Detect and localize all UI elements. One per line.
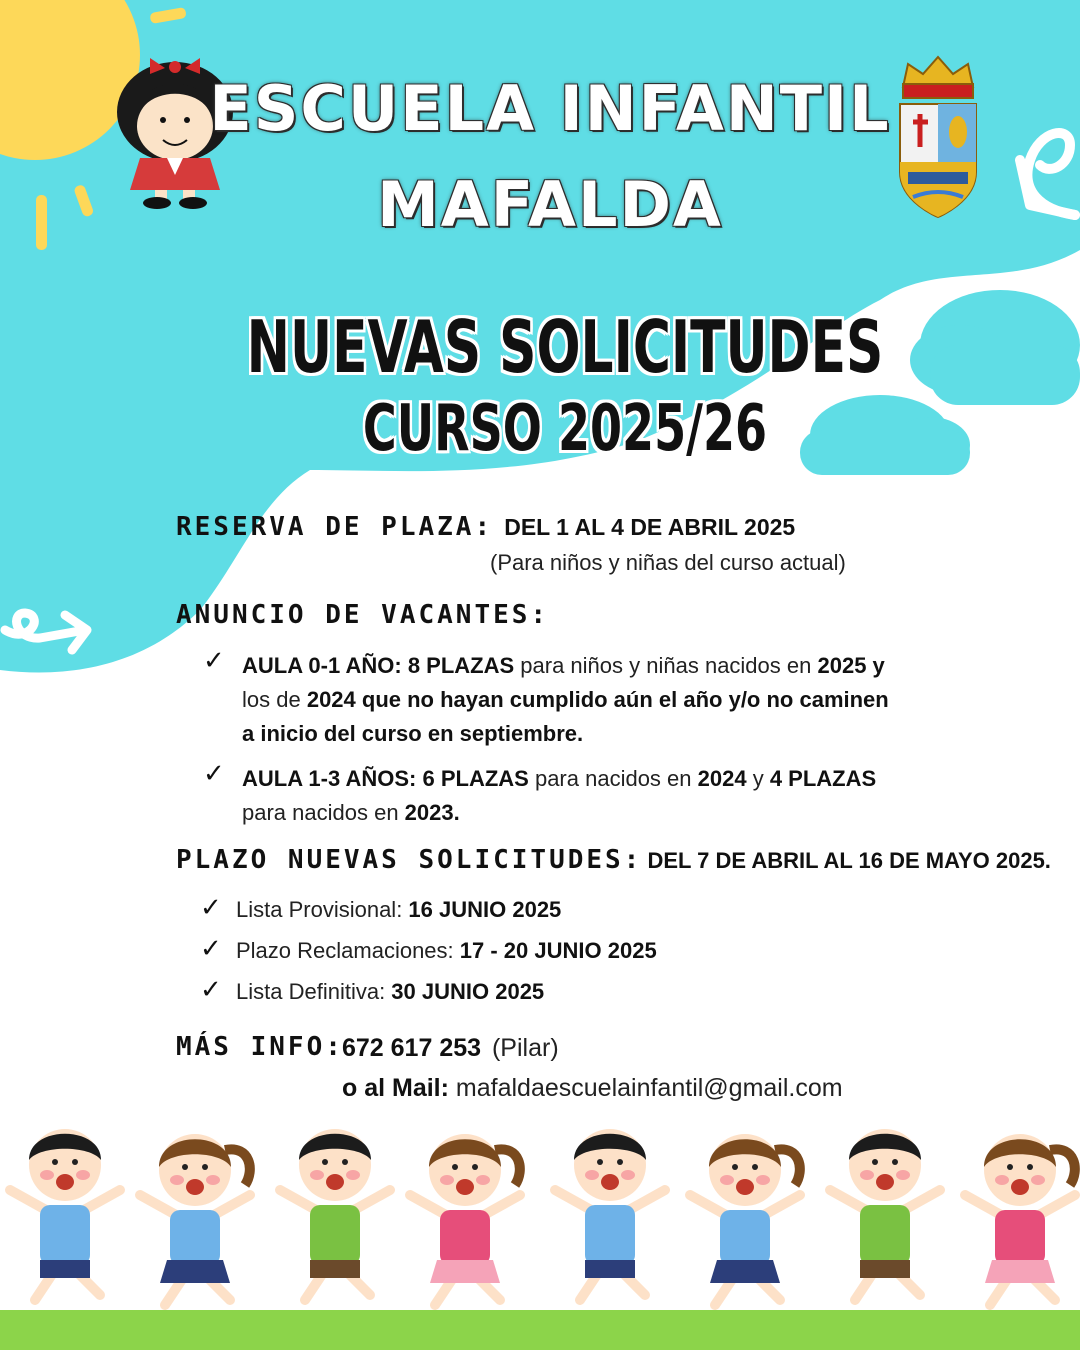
check-icon: ✓ <box>200 975 222 1005</box>
vacantes-item-1 <box>242 649 942 751</box>
vacantes-item1-bold4: a inicio del curso en septiembre. <box>242 721 584 746</box>
subtitle-line2: CURSO 2025/26 <box>362 392 768 466</box>
check-icon: ✓ <box>203 646 225 676</box>
info-mail-label: o al Mail: <box>342 1074 449 1102</box>
info-phone-line <box>342 1034 559 1063</box>
plazo-dates: DEL 7 DE ABRIL AL 16 DE MAYO 2025. <box>647 848 1051 873</box>
info-mail-line <box>342 1074 843 1103</box>
child-girl <box>965 1134 1075 1305</box>
vacantes-item1-bold1: AULA 0-1 AÑO: 8 PLAZAS <box>242 653 515 678</box>
plazo-item-2 <box>236 938 657 964</box>
vacantes-item2-text2: y <box>746 766 770 791</box>
info-label: MÁS INFO: <box>176 1032 344 1062</box>
vacantes-item2-text3: para nacidos en <box>242 800 405 825</box>
plazo-item1-label: Lista Provisional: <box>236 897 409 922</box>
grass-strip <box>0 1310 1080 1350</box>
children-illustration <box>0 1120 1080 1315</box>
vacantes-label: ANUNCIO DE VACANTES: <box>176 600 550 630</box>
plazo-item-3 <box>236 979 544 1005</box>
info-mail: mafaldaescuelainfantil@gmail.com <box>455 1074 843 1102</box>
child-boy <box>830 1129 940 1300</box>
info-phone: 672 617 253 <box>342 1034 482 1062</box>
plazo-item-1 <box>236 897 561 923</box>
plazo-section <box>176 845 1051 875</box>
reserva-note: (Para niños y niñas del curso actual) <box>490 550 846 575</box>
vacantes-item1-bold2: 2025 y <box>817 653 885 678</box>
reserva-dates: DEL 1 AL 4 DE ABRIL 2025 <box>504 514 796 540</box>
child-boy <box>10 1129 120 1300</box>
check-icon: ✓ <box>200 893 222 923</box>
plazo-item3-label: Lista Definitiva: <box>236 979 392 1004</box>
vacantes-item2-bold1: AULA 1-3 AÑOS: 6 PLAZAS <box>242 766 529 791</box>
child-girl <box>410 1134 520 1305</box>
child-boy <box>555 1129 665 1300</box>
vacantes-item1-bold3: 2024 que no hayan cumplido aún el año y/o no caminen <box>306 687 889 712</box>
vacantes-item-2 <box>242 762 942 830</box>
plazo-label: PLAZO NUEVAS SOLICITUDES: <box>176 845 643 875</box>
plazo-item2-label: Plazo Reclamaciones: <box>236 938 460 963</box>
vacantes-item2-bold2: 2024 <box>697 766 747 791</box>
reserva-section <box>176 512 795 542</box>
page-title-line2: MAFALDA <box>377 168 723 241</box>
subtitle-line1: NUEVAS SOLICITUDES <box>246 305 884 389</box>
vacantes-item2-text1: para nacidos en <box>528 766 698 791</box>
page-title-line1: ESCUELA INFANTIL <box>209 72 891 145</box>
child-girl <box>690 1134 800 1305</box>
vacantes-item1-text2: los de <box>242 687 307 712</box>
plazo-item1-value: 16 JUNIO 2025 <box>408 897 562 922</box>
reserva-label: RESERVA DE PLAZA: <box>176 512 494 542</box>
vacantes-item2-bold3: 4 PLAZAS <box>769 766 877 791</box>
vacantes-item1-text1: para niños y niñas nacidos en <box>514 653 818 678</box>
child-girl <box>140 1134 250 1305</box>
info-contact-name: (Pilar) <box>491 1034 559 1062</box>
plazo-item3-value: 30 JUNIO 2025 <box>391 979 545 1004</box>
child-boy <box>280 1129 390 1300</box>
plazo-item2-value: 17 - 20 JUNIO 2025 <box>459 938 657 963</box>
check-icon: ✓ <box>200 934 222 964</box>
check-icon: ✓ <box>203 759 225 789</box>
vacantes-item2-bold4: 2023. <box>404 800 460 825</box>
